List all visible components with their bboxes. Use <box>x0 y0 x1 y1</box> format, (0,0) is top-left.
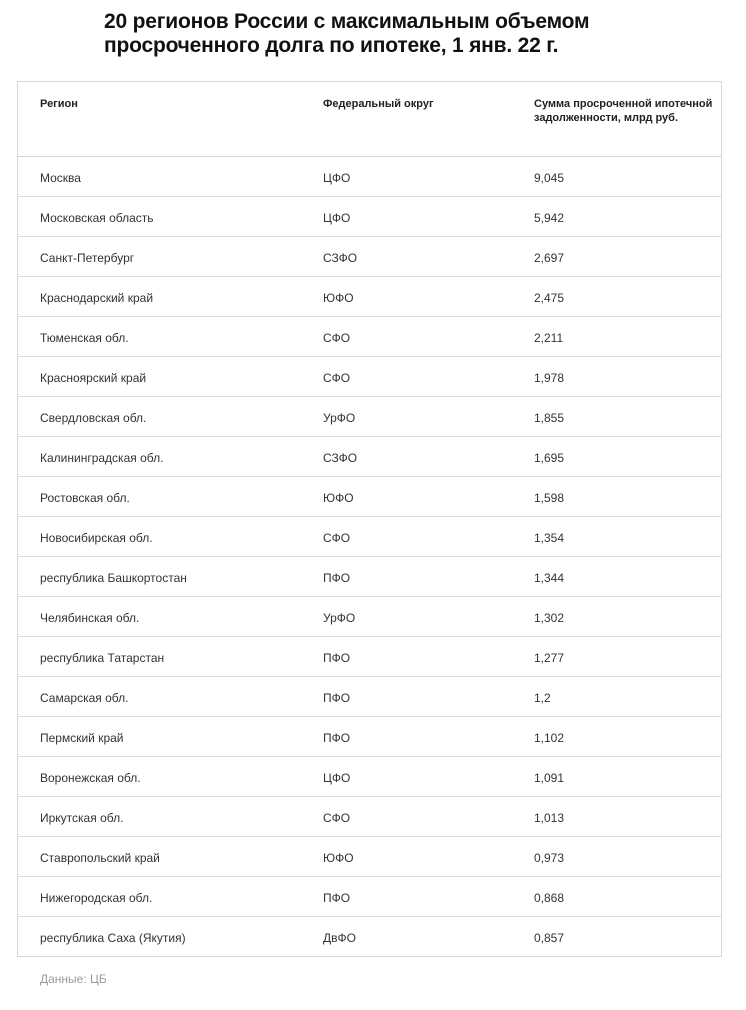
cell-region: Новосибирская обл. <box>40 531 153 545</box>
table-row <box>18 277 721 317</box>
cell-sum: 9,045 <box>534 171 565 185</box>
cell-region: республика Башкортостан <box>40 571 187 585</box>
table-row <box>18 877 721 917</box>
table-row <box>18 197 721 237</box>
cell-district: ПФО <box>323 571 351 585</box>
table-row <box>18 317 721 357</box>
cell-sum: 2,475 <box>534 291 565 305</box>
cell-district: ЦФО <box>323 211 351 225</box>
cell-region: Нижегородская обл. <box>40 891 153 905</box>
column-header-sum: Сумма просроченной ипотечной задолженности, млрд руб. <box>534 98 713 124</box>
cell-region: республика Татарстан <box>40 651 165 665</box>
cell-region: Свердловская обл. <box>40 411 147 425</box>
cell-district: СФО <box>323 811 351 825</box>
cell-region: Москва <box>40 171 81 185</box>
cell-district: ЦФО <box>323 171 351 185</box>
cell-sum: 0,868 <box>534 891 565 905</box>
cell-district: ЮФО <box>323 491 354 505</box>
cell-sum: 1,2 <box>534 691 551 705</box>
cell-sum: 1,354 <box>534 531 565 545</box>
cell-region: Самарская обл. <box>40 691 129 705</box>
cell-sum: 1,277 <box>534 651 565 665</box>
cell-region: Пермский край <box>40 731 124 745</box>
cell-sum: 0,857 <box>534 931 565 945</box>
cell-sum: 2,211 <box>534 331 564 345</box>
cell-sum: 1,695 <box>534 451 565 465</box>
cell-sum: 1,978 <box>534 371 565 385</box>
table-row <box>18 837 721 877</box>
cell-region: Иркутская обл. <box>40 811 124 825</box>
cell-district: СФО <box>323 371 351 385</box>
table-row <box>18 517 721 557</box>
page-title: 20 регионов России с максимальным объемом просроченного долга по ипотеке, 1 янв. 22 г. <box>104 10 590 57</box>
cell-region: Воронежская обл. <box>40 771 141 785</box>
cell-sum: 1,855 <box>534 411 565 425</box>
cell-district: ПФО <box>323 691 351 705</box>
cell-region: Краснодарский край <box>40 291 154 305</box>
cell-district: УрФО <box>323 611 356 625</box>
cell-sum: 1,302 <box>534 611 565 625</box>
cell-district: ЦФО <box>323 771 351 785</box>
cell-sum: 5,942 <box>534 211 565 225</box>
column-header-region: Регион <box>40 98 78 110</box>
cell-sum: 1,344 <box>534 571 565 585</box>
cell-district: ЮФО <box>323 291 354 305</box>
cell-region: Тюменская обл. <box>40 331 129 345</box>
cell-district: ПФО <box>323 651 351 665</box>
cell-region: Калининградская обл. <box>40 451 164 465</box>
cell-district: ЮФО <box>323 851 354 865</box>
cell-region: Ставропольский край <box>40 851 160 865</box>
cell-district: СФО <box>323 531 351 545</box>
cell-sum: 1,102 <box>534 731 565 745</box>
cell-sum: 1,013 <box>534 811 565 825</box>
cell-sum: 0,973 <box>534 851 565 865</box>
cell-district: СЗФО <box>323 451 358 465</box>
cell-region: Московская область <box>40 211 154 225</box>
table-row <box>18 597 721 637</box>
cell-region: Красноярский край <box>40 371 147 385</box>
cell-district: ДвФО <box>323 931 356 945</box>
cell-district: ПФО <box>323 731 351 745</box>
table-row <box>18 397 721 437</box>
cell-district: ПФО <box>323 891 351 905</box>
table-row <box>18 437 721 477</box>
table-row <box>18 357 721 397</box>
cell-region: Челябинская обл. <box>40 611 140 625</box>
table-row <box>18 717 721 757</box>
table-row <box>18 637 721 677</box>
cell-region: республика Саха (Якутия) <box>40 931 186 945</box>
cell-sum: 1,091 <box>534 771 565 785</box>
column-header-district: Федеральный округ <box>323 98 434 110</box>
cell-district: СЗФО <box>323 251 358 265</box>
cell-sum: 1,598 <box>534 491 565 505</box>
table-row <box>18 757 721 797</box>
cell-district: УрФО <box>323 411 356 425</box>
table-row <box>18 157 721 197</box>
table-row <box>18 677 721 717</box>
table-row <box>18 477 721 517</box>
table-row <box>18 797 721 837</box>
cell-district: СФО <box>323 331 351 345</box>
table-row <box>18 557 721 597</box>
cell-region: Санкт-Петербург <box>40 251 135 265</box>
cell-region: Ростовская обл. <box>40 491 130 505</box>
source-note: Данные: ЦБ <box>40 972 107 986</box>
data-table <box>17 81 722 957</box>
cell-sum: 2,697 <box>534 251 565 265</box>
table-row <box>18 237 721 277</box>
table-header <box>18 82 721 157</box>
table-row <box>18 917 721 957</box>
